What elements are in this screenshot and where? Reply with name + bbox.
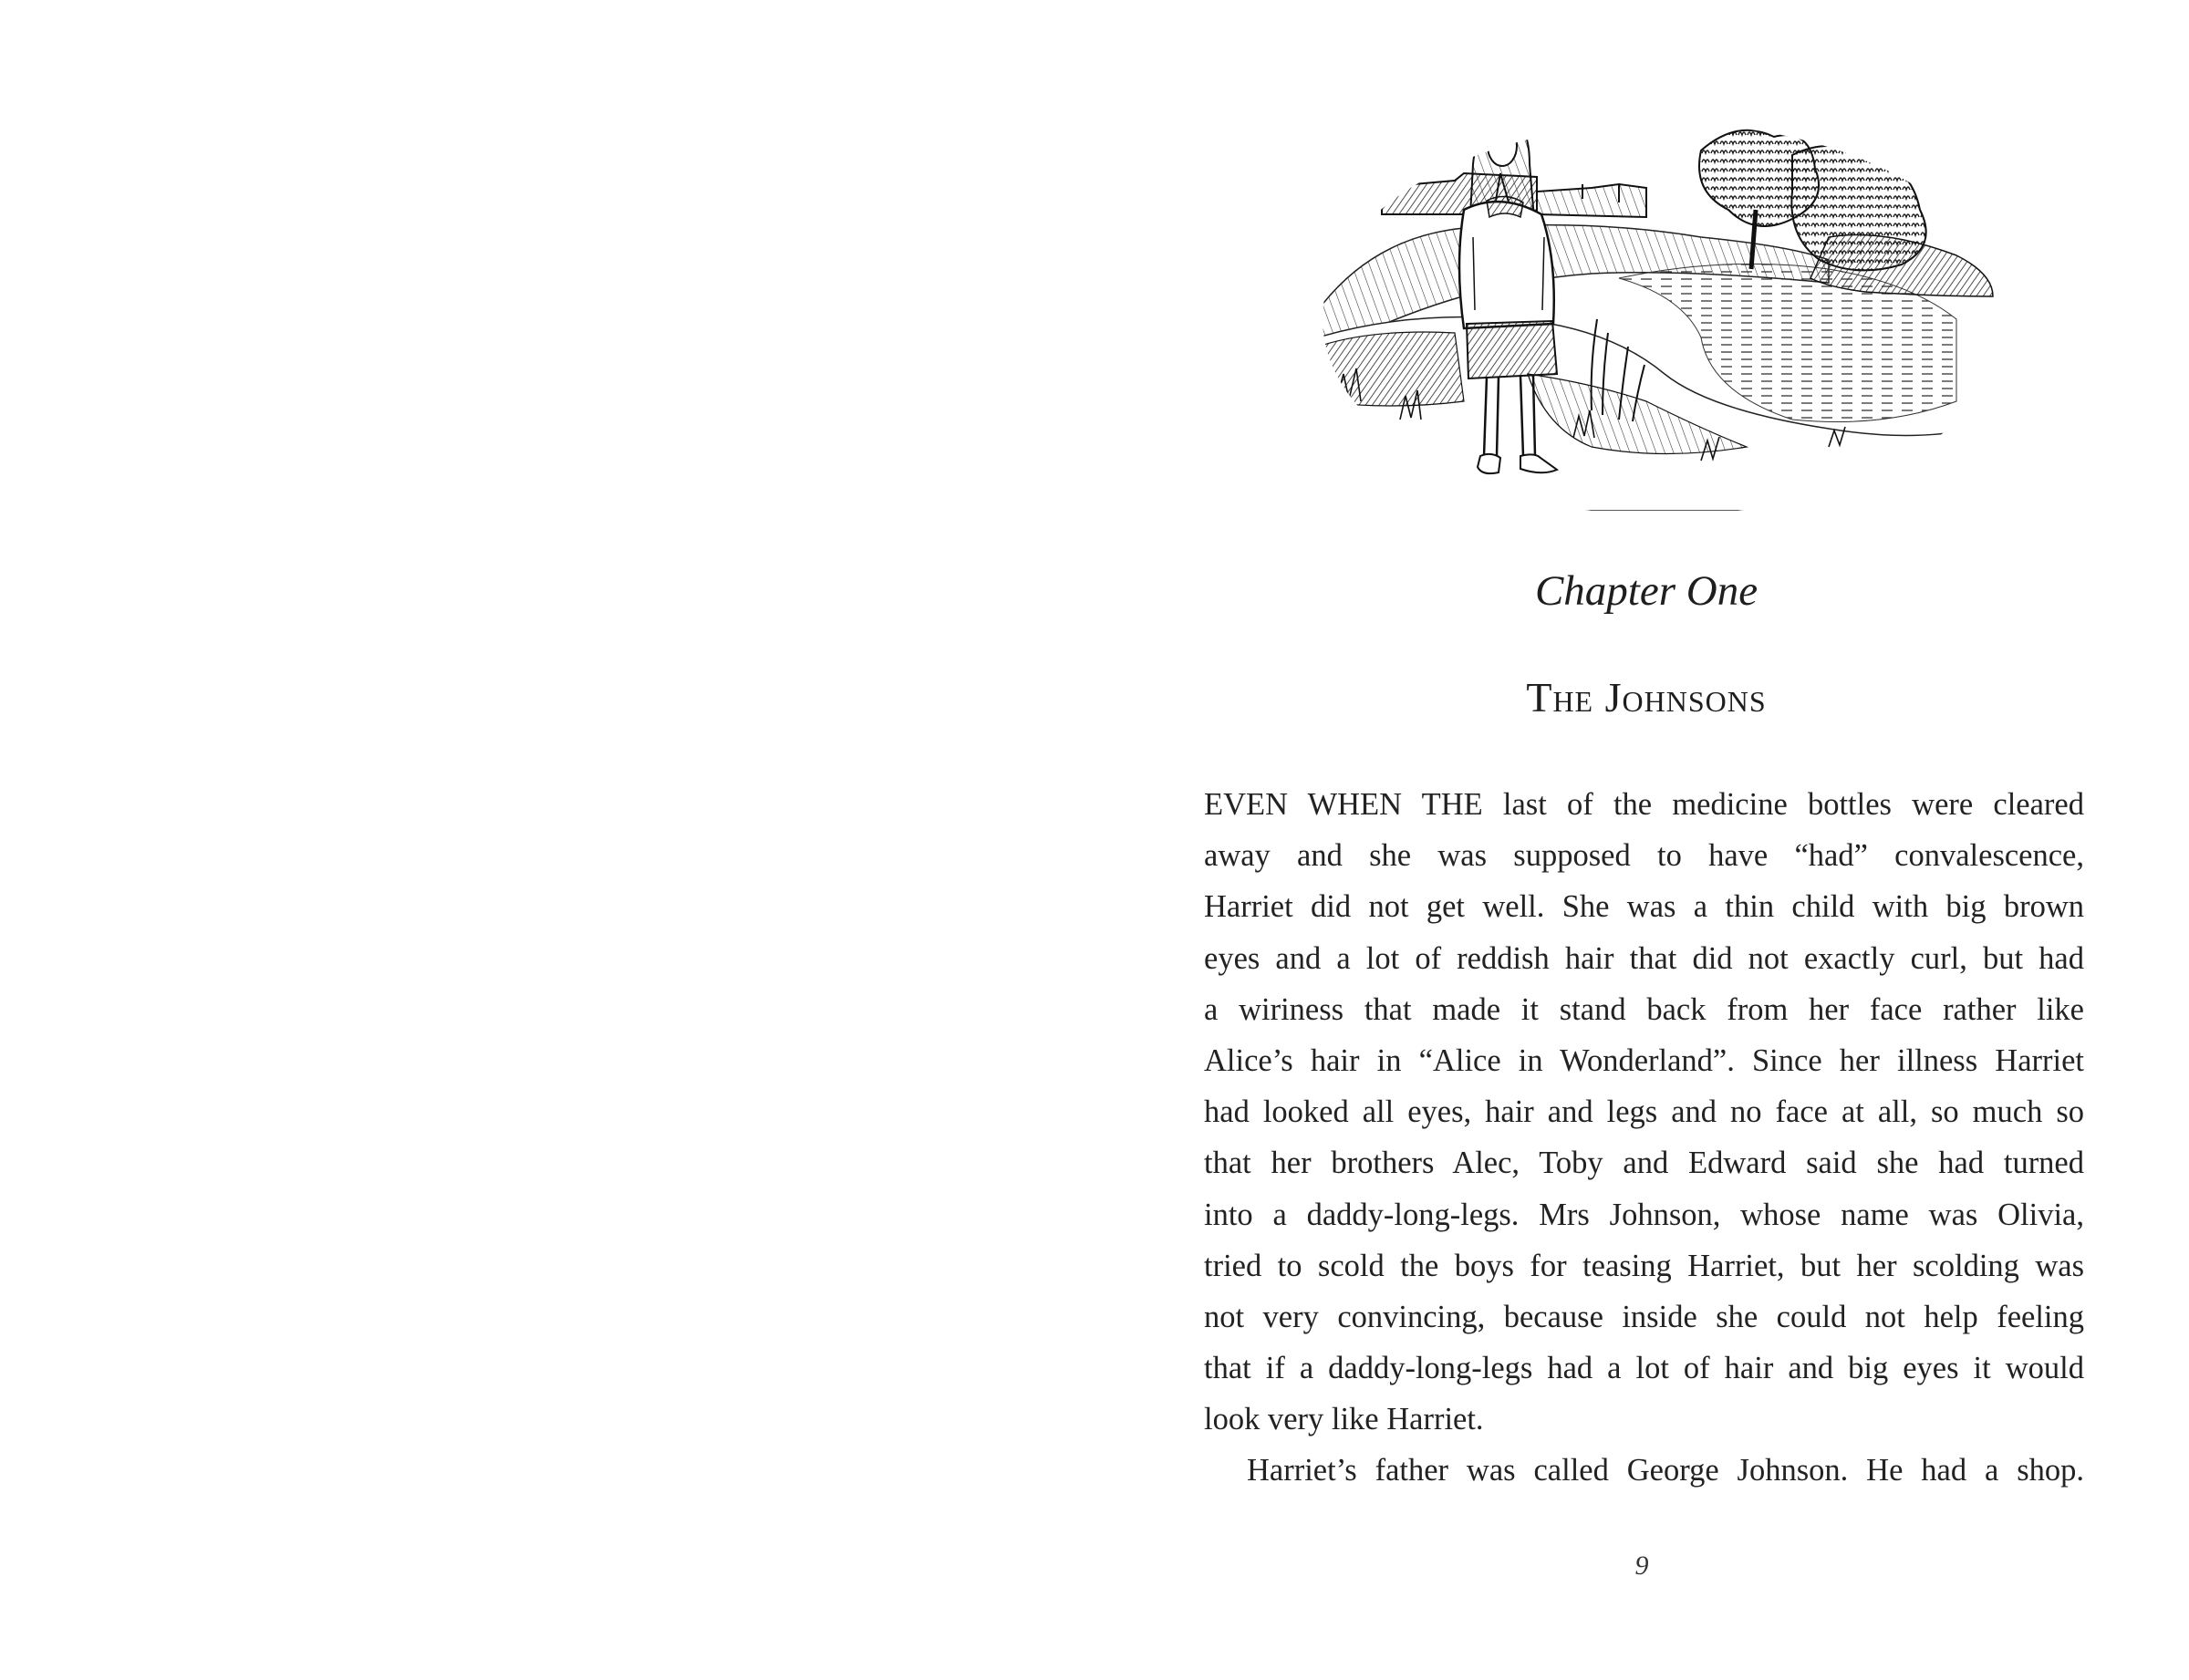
body-line: Alice’s hair in “Alice in Wonderland”. Since her illness Harriet (1204, 1042, 2084, 1078)
body-line: EVEN WHEN THE last of the medicine bottles were cleared (1204, 787, 2084, 822)
body-line: that her brothers Alec, Toby and Edward said she had turned (1204, 1146, 2084, 1181)
body-line: not very convincing, because inside she could not help feeling (1204, 1299, 2084, 1334)
blank-left-page (0, 0, 1094, 1680)
chapter-number: Chapter One (1534, 567, 1758, 615)
body-line: that if a daddy-long-legs had a lot of hair and big eyes it would (1204, 1351, 2084, 1386)
body-line: away and she was supposed to have “had” convalescence, (1204, 838, 2084, 874)
body-line: Harriet did not get well. She was a thin child with big brown (1204, 889, 2084, 925)
body-line: into a daddy-long-legs. Mrs Johnson, whose name was Olivia, (1204, 1197, 2084, 1232)
body-line: Harriet’s father was called George Johnson. He had a shop. (1247, 1453, 2084, 1488)
chapter-title: The Johnsons (1526, 674, 1767, 721)
chapter-body-text (1204, 779, 2084, 1497)
body-line: tried to scold the boys for teasing Harriet, but her scolding was (1204, 1248, 2084, 1283)
girl-by-river-illustration (1318, 100, 2011, 511)
body-line: look very like Harriet. (1204, 1402, 1484, 1437)
body-line: eyes and a lot of reddish hair that did not exactly curl, but had (1204, 940, 2084, 976)
body-line: a wiriness that made it stand back from her face rather like (1204, 991, 2084, 1027)
page-number: 9 (1634, 1550, 1649, 1581)
body-line: had looked all eyes, hair and legs and no face at all, so much so (1204, 1094, 2084, 1130)
